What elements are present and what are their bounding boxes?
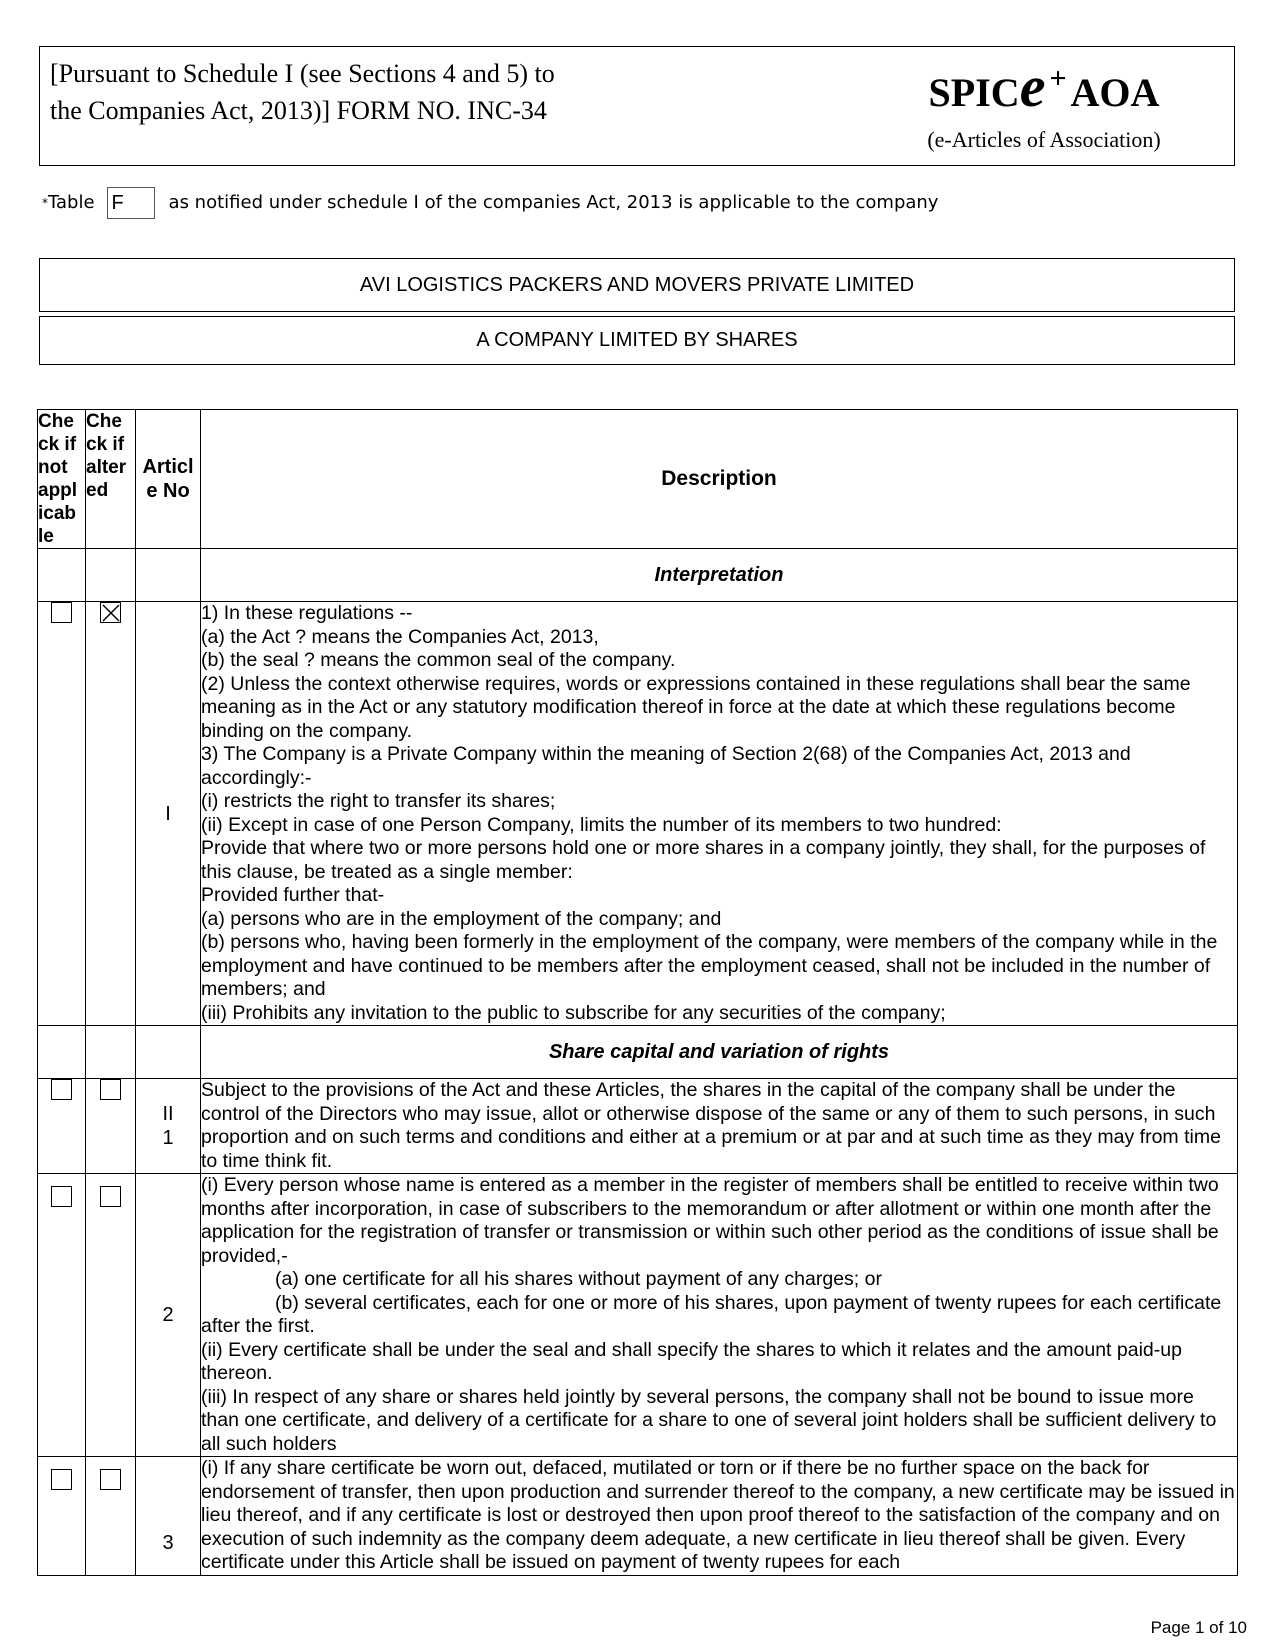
article-description [201, 1174, 1238, 1457]
clause-line: (i) Every person whose name is entered as a member in the register of members shall be entitled to receive within two months after incorporation, in case of subscribers to the memorandum or after allotment or within one month after the application for the registration of transfer or transmission or within such other period as the conditions of issue shall be provided,- [201, 1174, 1219, 1267]
column-header-altered: Che ck if alter ed [86, 410, 136, 549]
form-subtitle: (e-Articles of Association) [927, 127, 1161, 152]
clause-line: (ii) Every certificate shall be under the seal and shall specify the shares to which it relates and the amount paid-up thereon. [201, 1338, 1182, 1384]
clause-line [201, 1292, 1237, 1339]
article-row [38, 1174, 1238, 1457]
not-applicable-cell [38, 602, 86, 1026]
not-applicable-cell [38, 1079, 86, 1174]
table-header-row [38, 410, 1238, 549]
not-applicable-cell [38, 1457, 86, 1576]
section-title: Interpretation [201, 549, 1238, 602]
article-description [201, 1457, 1238, 1576]
form-title-block [894, 49, 1194, 153]
form-reference-line-1: [Pursuant to Schedule I (see Sections 4 and 5) to [50, 59, 555, 88]
altered-checkbox[interactable] [100, 1186, 121, 1207]
checked-x-icon [101, 603, 122, 624]
altered-checkbox[interactable] [100, 1469, 121, 1490]
clause-line: (iii) In respect of any share or shares held jointly by several persons, the company shall not be bound to issue more than one certificate, and delivery of a certificate for a share to one of several joint holders shall be sufficient delivery to all such holders [201, 1385, 1217, 1455]
clause-line: 1) In these regulations -- [201, 602, 413, 624]
altered-cell [86, 1457, 136, 1576]
form-reference-line-2: the Companies Act, 2013)] FORM NO. INC-34 [50, 96, 547, 125]
form-title-e: e [1019, 54, 1046, 119]
clause-line: 3) The Company is a Private Company within the meaning of Section 2(68) of the Companies Act, 2013 and accordingly:- [201, 743, 1131, 789]
article-row [38, 1079, 1238, 1174]
form-title-suffix: AOA [1070, 70, 1160, 115]
clause-line: (b) the seal ? means the common seal of the company. [201, 649, 676, 671]
empty-cell [38, 1026, 86, 1079]
form-title [894, 49, 1194, 123]
form-header [39, 46, 1235, 166]
form-reference [50, 55, 555, 129]
section-title: Share capital and variation of rights [201, 1026, 1238, 1079]
empty-cell [136, 549, 201, 602]
clause-line: (i) restricts the right to transfer its shares; [201, 790, 556, 812]
column-header-not-applicable: Che ck if not appl icab le [38, 410, 86, 549]
article-number: 2 [136, 1174, 201, 1457]
altered-checkbox[interactable] [100, 1079, 121, 1100]
required-asterisk: * [42, 196, 48, 210]
not-applicable-cell [38, 1174, 86, 1457]
company-name: AVI LOGISTICS PACKERS AND MOVERS PRIVATE LIMITED [39, 258, 1235, 312]
empty-cell [38, 549, 86, 602]
articles-table [37, 409, 1238, 1576]
clause-line: (a) one certificate for all his shares without payment of any charges; or [275, 1268, 882, 1290]
clause-line: (a) the Act ? means the Companies Act, 2013, [201, 625, 599, 648]
section-row [38, 549, 1238, 602]
altered-checkbox[interactable] [100, 602, 121, 623]
clause-line: Subject to the provisions of the Act and these Articles, the shares in the capital of the company shall be under the control of the Directors who may issue, allot or otherwise dispose of the same or any of them to such persons, in such proportion and on such terms and conditions and either at a premium or at par and at such time as they may from time to time think fit. [201, 1079, 1221, 1172]
not-applicable-checkbox[interactable] [51, 1469, 72, 1490]
page-number: Page 1 of 10 [1150, 1618, 1247, 1637]
clause-line-text: (b) several certificates, each for one or more of his shares, upon payment of twenty rupees for each certificate after the first. [201, 1291, 1222, 1337]
table-field[interactable]: F [107, 187, 155, 219]
article-description [201, 602, 1238, 1026]
column-header-article-no: Articl e No [136, 410, 201, 549]
altered-cell [86, 602, 136, 1026]
company-type: A COMPANY LIMITED BY SHARES [39, 316, 1235, 365]
article-row [38, 1457, 1238, 1576]
article-row [38, 602, 1238, 1026]
clause-line: (b) persons who, having been formerly in the employment of the company, were members of the company while in the employment and have continued to be members after the employment ceased, shall not be included in the number of members; and [201, 931, 1218, 1000]
empty-cell [86, 549, 136, 602]
article-number-part: II [162, 1103, 174, 1125]
clause-line: (iii) Prohibits any invitation to the public to subscribe for any securities of the company; [201, 1001, 946, 1024]
clause-line: (ii) Except in case of one Person Company, limits the number of its members to two hundred: [201, 813, 1002, 836]
altered-cell [86, 1079, 136, 1174]
clause-line: Provide that where two or more persons hold one or more shares in a company jointly, they shall, for the purposes of this clause, be treated as a single member: [201, 837, 1206, 883]
empty-cell [86, 1026, 136, 1079]
form-title-prefix: SPIC [928, 70, 1020, 115]
not-applicable-checkbox[interactable] [51, 1079, 72, 1100]
article-description [201, 1079, 1238, 1174]
article-number-part: 1 [162, 1127, 174, 1149]
empty-cell [136, 1026, 201, 1079]
not-applicable-checkbox[interactable] [51, 602, 72, 623]
clause-line: (i) If any share certificate be worn out, defaced, mutilated or torn or if there be no further space on the back for endorsement of transfer, then upon production and surrender thereof to the company, a new certificate may be issued in lieu thereof, and if any certificate is lost or destroyed then upon proof thereof to the satisfaction of the company and on execution of such indemnity as the company deem adequate, a new certificate in lieu thereof shall be given. Every certificate under this Article shall be issued on payment of twenty rupees for each [201, 1457, 1235, 1573]
column-header-description: Description [201, 410, 1238, 549]
clause-line: Provided further that- [201, 884, 385, 906]
article-number [136, 1079, 201, 1174]
article-number: I [136, 602, 201, 1026]
section-row [38, 1026, 1238, 1079]
table-applicability-line [42, 186, 938, 220]
not-applicable-checkbox[interactable] [51, 1186, 72, 1207]
article-number: 3 [136, 1457, 201, 1576]
table-label: Table [48, 192, 95, 213]
altered-cell [86, 1174, 136, 1457]
table-applicability-text: as notified under schedule I of the companies Act, 2013 is applicable to the company [168, 192, 939, 213]
form-title-plus: + [1049, 62, 1067, 95]
clause-line: (2) Unless the context otherwise requires, words or expressions contained in these regulations shall bear the same meaning as in the Act or any statutory modification thereof in force at the date at which these regulations become binding on the company. [201, 672, 1191, 742]
clause-line: (a) persons who are in the employment of the company; and [201, 907, 722, 930]
